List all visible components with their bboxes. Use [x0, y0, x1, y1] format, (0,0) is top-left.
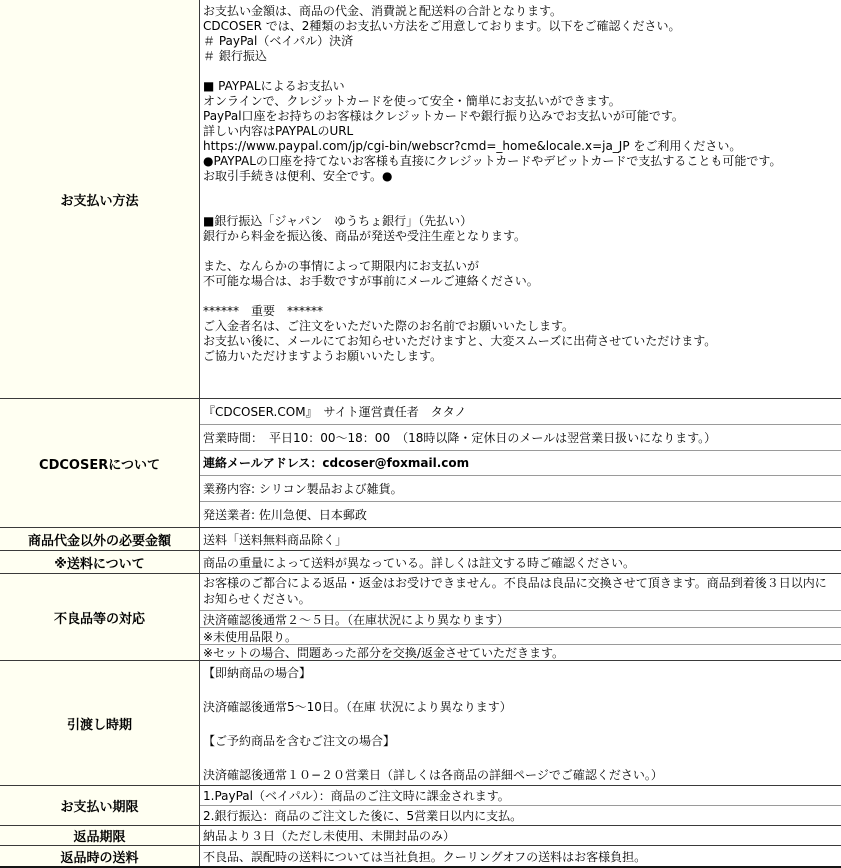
row-label-return-shipping: 返品時の送料 — [0, 846, 200, 866]
blank-line — [200, 750, 841, 767]
payment-method-content — [200, 0, 841, 398]
important-heading: ****** 重要 ****** — [203, 304, 324, 318]
row-shipping-note — [0, 550, 841, 573]
blank-line — [200, 289, 841, 304]
return-deadline-content: 納品より３日（ただし未使用、未開封品のみ） — [203, 829, 456, 843]
blank-line — [200, 184, 841, 199]
text-line: 不可能な場合は、お手数ですが事前にメールご連絡ください。 — [203, 274, 539, 288]
paypal-deadline: 1.PayPal（ベイパル）：商品のご注文時に課金されます。 — [203, 789, 510, 803]
text-line: ●PAYPALの口座を持てないお客様も直接にクレジットカードやデビットカードで支払することも可能です。 — [203, 154, 782, 168]
blank-line — [200, 64, 841, 79]
text-line: 詳しい内容はPAYPALのURL — [203, 124, 354, 138]
row-payment-deadline — [0, 785, 841, 825]
row-label-extra-fees: 商品代金以外の必要金額 — [0, 528, 200, 550]
text-line: PayPal口座をお持ちのお客様はクレジットカードや銀行振り込みでお支払いが可能です。 — [203, 109, 684, 123]
text-line: ご協力いただけますようお願いいたします。 — [203, 349, 443, 363]
row-delivery-time — [0, 660, 841, 785]
preorder-heading: 【ご予約商品を含むご注文の場合】 — [203, 734, 396, 748]
payment-deadline-content — [200, 786, 841, 825]
row-label-delivery: 引渡し時期 — [0, 661, 200, 785]
blank-line — [200, 244, 841, 259]
in-stock-heading: 【即納商品の場合】 — [203, 666, 312, 680]
about-content — [200, 399, 841, 527]
shipping-note-content: 商品の重量によって送料が異なっている。詳しくは註文する時ご確認ください。 — [203, 555, 636, 570]
defective-policy-text: お客様のご都合による返品・返金はお受けできません。不良品は良品に交換させて頂きます。商品到着後３日以内にお知らせください。 — [203, 576, 827, 606]
shipping-carriers: 発送業者: 佐川急便、日本郵政 — [200, 501, 841, 527]
blank-line — [200, 199, 841, 214]
blank-line — [200, 682, 841, 699]
contact-email: 連絡メールアドレス：cdcoser@foxmail.com — [200, 450, 841, 476]
text-line: お支払い後に、メールにてお知らせいただけますと、大変スムーズに出荷させていただけます。 — [203, 334, 717, 348]
text-line: お取引手続きは便利、安全です。● — [203, 169, 393, 183]
row-about-cdcoser — [0, 398, 841, 527]
blank-line — [200, 716, 841, 733]
text-line: 銀行から料金を振込後、商品が発送や受注生産となります。 — [203, 229, 527, 243]
in-stock-leadtime: 決済確認後通常5〜10日。（在庫 状況により異なります） — [203, 700, 512, 714]
business-description: 業務内容: シリコン製品および雑貨。 — [200, 475, 841, 501]
text-line: ＃ PayPal（ベイパル）決済 — [203, 34, 354, 48]
defective-turnaround: 決済確認後通常２〜５日。（在庫状況により異なります） — [200, 610, 841, 627]
row-label-payment-method: お支払い方法 — [0, 0, 200, 398]
row-defective-policy — [0, 573, 841, 660]
text-line: お支払い金額は、商品の代金、消費説と配送料の合計となります。 — [203, 4, 563, 18]
extra-fees-content: 送料「送料無料商品除く」 — [203, 532, 348, 547]
text-line: また、なんらかの事情によって期限内にお支払いが — [203, 259, 480, 273]
text-line: ＃ 銀行振込 — [203, 49, 267, 63]
text-line: ご入金者名は、ご注文をいただいた際のお名前でお願いいたします。 — [203, 319, 575, 333]
row-label-defective: 不良品等の対応 — [0, 574, 200, 660]
row-return-deadline — [0, 825, 841, 845]
row-return-shipping-cost — [0, 845, 841, 866]
row-label-payment-deadline: お支払い期限 — [0, 786, 200, 825]
row-label-return-deadline: 返品期限 — [0, 826, 200, 845]
row-extra-fees — [0, 527, 841, 550]
delivery-content — [200, 661, 841, 785]
return-shipping-content: 不良品、誤配時の送料については当社負担。クーリングオフの送料はお客様負担。 — [203, 849, 647, 864]
business-hours: 営業時間： 平日10：00〜18：00 （18時以降・定休日のメールは翌営業日扱いになります。） — [200, 424, 841, 450]
preorder-leadtime: 決済確認後通常１０−２０営業日（詳しくは各商品の詳細ページでご確認ください。） — [203, 768, 663, 782]
bank-transfer-heading: ■銀行振込「ジャパン ゆうちょ銀行」（先払い） — [203, 214, 473, 228]
bank-deadline: 2.銀行振込：商品のご注文した後に、5営業日以内に支払。 — [200, 805, 841, 825]
unused-only-note: ※未使用品限り。 — [200, 627, 841, 644]
text-line: オンラインで、クレジットカードを使って安全・簡単にお支払いができます。 — [203, 94, 621, 108]
text-line: CDCOSER では、2種類のお支払い方法をご用意しております。以下をご確認ください。 — [203, 19, 681, 33]
row-payment-method — [0, 0, 841, 398]
defective-content — [200, 574, 841, 660]
site-operator: 『CDCOSER.COM』 サイト運営責任者 タタノ — [203, 404, 467, 419]
row-label-shipping-note: ※送料について — [0, 551, 200, 573]
set-exchange-note: ※セットの場合、問題あった部分を交換/返金させていただきます。 — [200, 644, 841, 660]
paypal-url-line: https://www.paypal.com/jp/cgi-bin/webscr?cmd=_home&locale.x=ja_JP をご利用ください。 — [203, 139, 742, 153]
row-label-about: CDCOSERについて — [0, 399, 200, 527]
paypal-section-heading: ■ PAYPALによるお支払い — [203, 79, 345, 93]
